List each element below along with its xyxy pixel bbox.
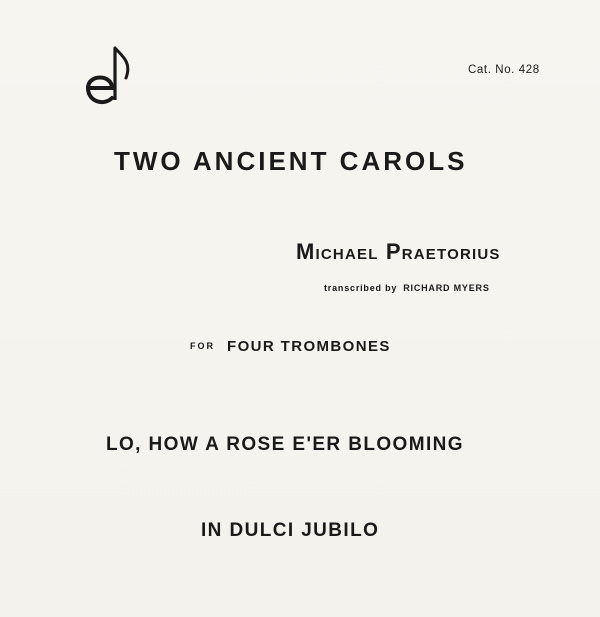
transcriber-name: RICHARD MYERS xyxy=(403,283,490,293)
transcription-credit xyxy=(324,283,490,293)
credit-prefix: transcribed by xyxy=(324,283,398,293)
ensemble-label: FOUR TROMBONES xyxy=(227,338,391,355)
publisher-note-logo-icon xyxy=(82,44,132,110)
instrumentation-line xyxy=(190,338,391,356)
catalog-number: Cat. No. 428 xyxy=(468,64,540,76)
page-title: TWO ANCIENT CAROLS xyxy=(114,146,468,176)
for-label: FOR xyxy=(190,341,215,351)
carol-title: LO, HOW A ROSE E'ER BLOOMING xyxy=(106,434,464,455)
composer-name: Michael Praetorius xyxy=(296,239,501,264)
carol-title: IN DULCI JUBILO xyxy=(201,520,380,541)
